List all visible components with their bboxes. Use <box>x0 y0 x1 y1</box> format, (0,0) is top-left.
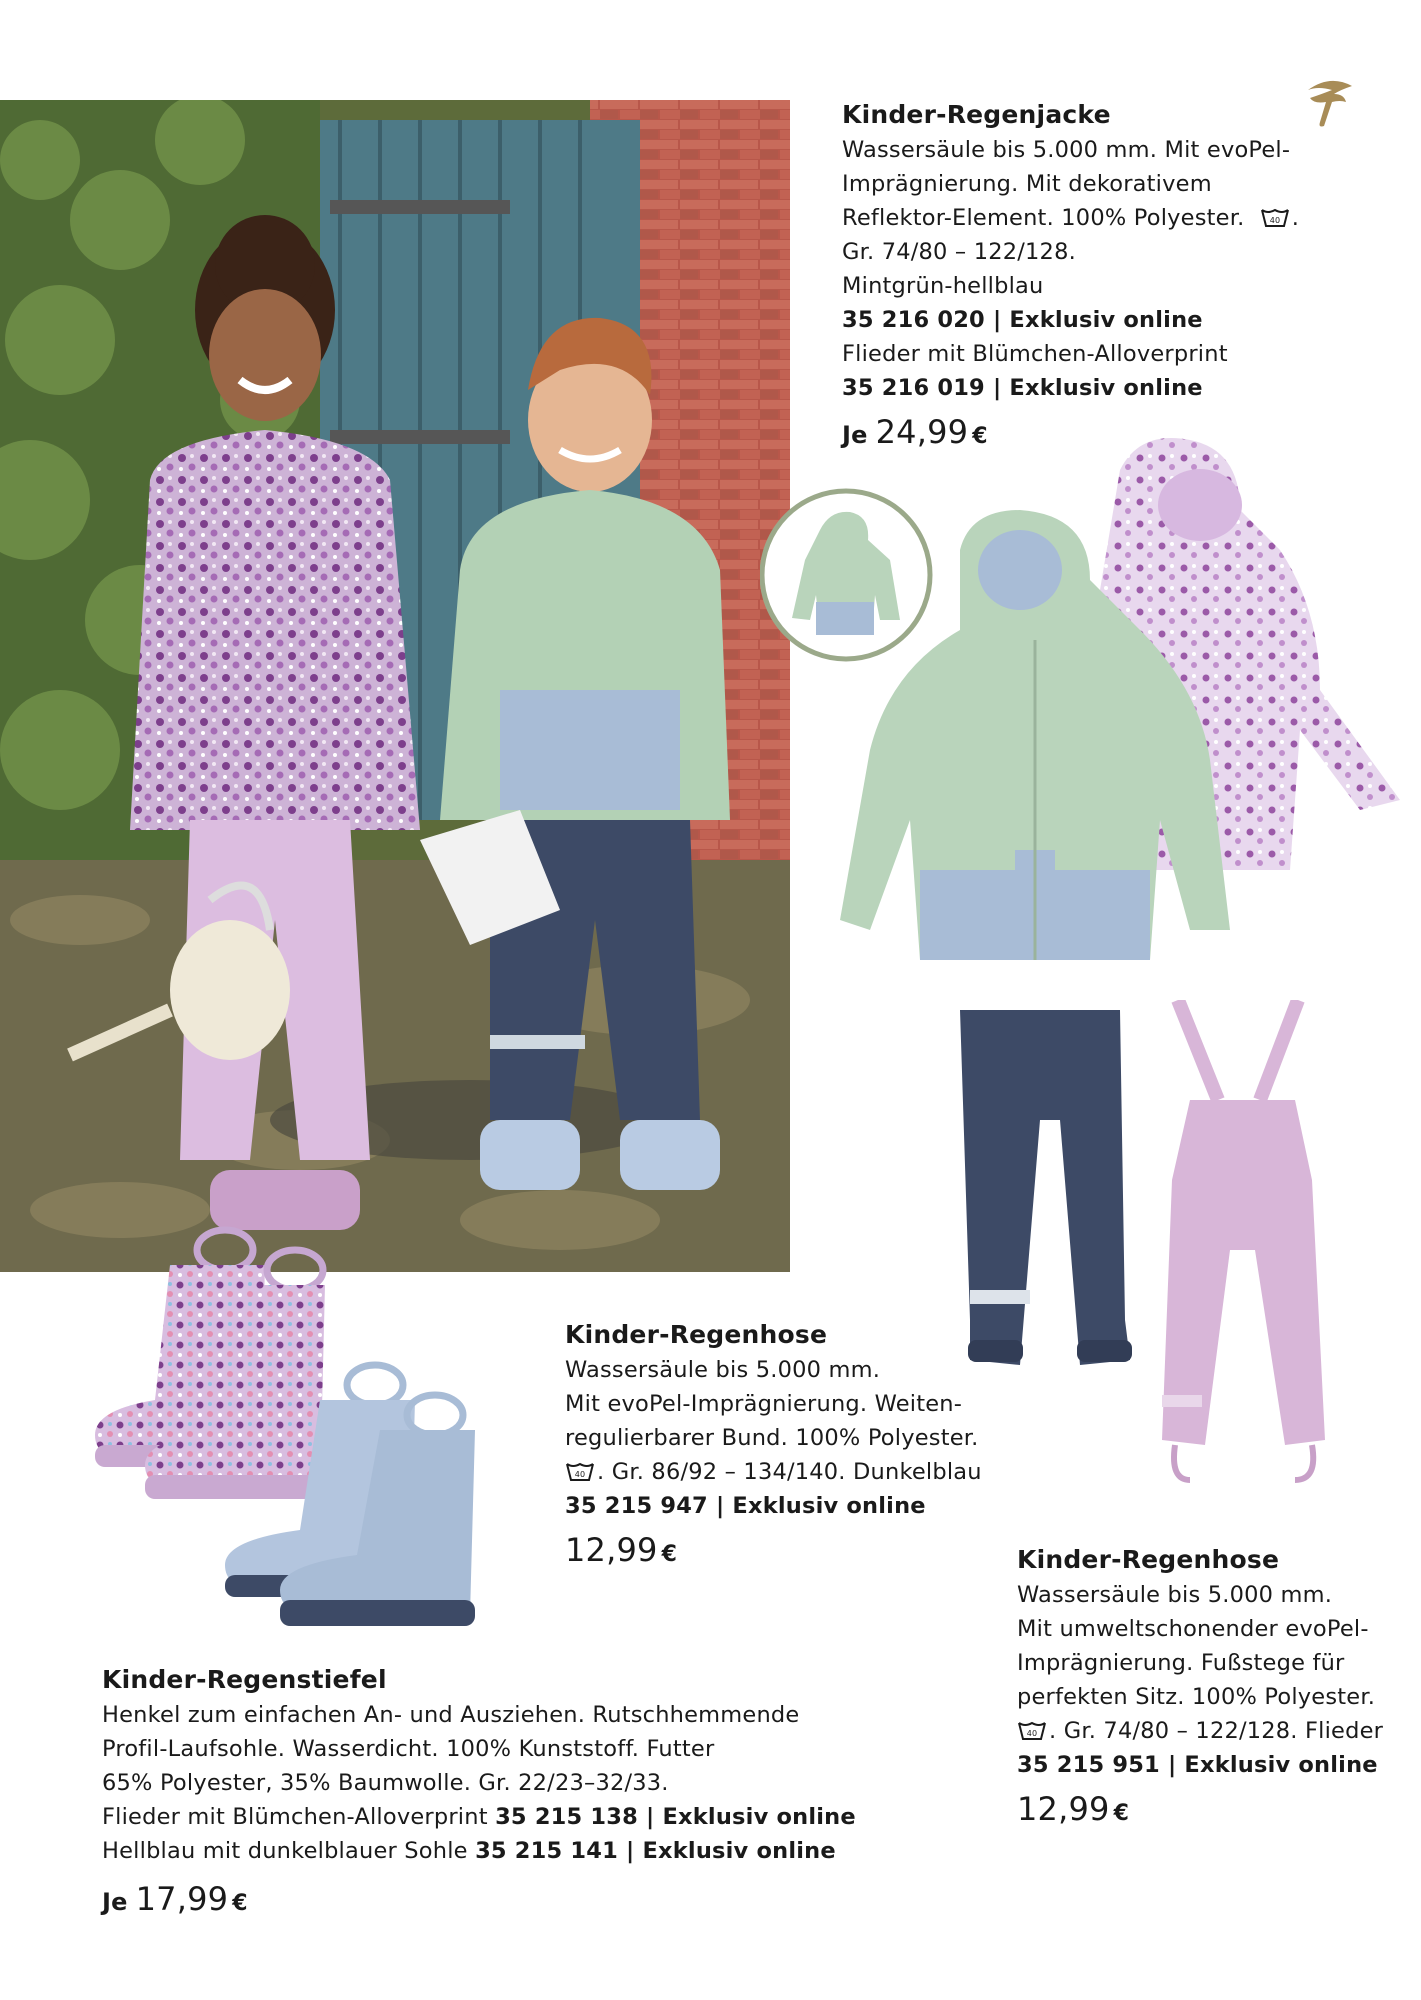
pants-lilac-code: 35 215 951 <box>1017 1752 1160 1778</box>
jacket-sizes: Gr. 74/80 – 122/128. <box>842 239 1076 265</box>
pants-lilac-price-row <box>1017 1790 1412 1828</box>
jacket-variant2-note: Exklusiv online <box>1009 375 1203 401</box>
pants-lilac-desc-line-4: perfekten Sitz. 100% Polyester. <box>1017 1684 1376 1710</box>
jacket-info: Kinder-Regenjacke Wassersäule bis 5.000 mm. Mit evoPel- Imprägnierung. Mit dekorativem Reflektor-Element. 100% Polyester. 40 . Gr. 74/80 – 122/128. Mintgrün-hellblau 35 216 020 | Exklusiv online Flieder mit Blümchen-Alloverprint 35 216 019 | Exklusiv online Je 24,99 € <box>842 100 1322 451</box>
pants-blue-title: Kinder-Regenhose <box>565 1320 828 1349</box>
pants-lilac-info: Kinder-Regenhose Wassersäule bis 5.000 mm. Mit umweltschonender evoPel- Imprägnierung. Fußstege für perfekten Sitz. 100% Polyester. 40 . Gr. 74/80 – 122/128. Flieder 35 215 951 | Exklusiv online 12,99 € <box>1017 1545 1412 1828</box>
jacket-title: Kinder-Regenjacke <box>842 100 1111 129</box>
jacket-price-prefix: Je <box>842 421 868 449</box>
wash-40-icon <box>1017 1720 1047 1742</box>
svg-text:40: 40 <box>1026 1729 1038 1738</box>
pants-blue-info: Kinder-Regenhose Wassersäule bis 5.000 mm. Mit evoPel-Imprägnierung. Weiten- regulierbarer Bund. 100% Polyester. 40 . Gr. 86/92 – 134/140. Dunkelblau 35 215 947 | Exklusiv online 12,99 € <box>565 1320 1005 1569</box>
pants-blue-desc-line-1: Wassersäule bis 5.000 mm. <box>565 1357 881 1383</box>
jacket-desc-line-3: Reflektor-Element. 100% Polyester. <box>842 205 1245 231</box>
jacket-variant1-color: Mintgrün-hellblau <box>842 273 1044 299</box>
pants-blue-code: 35 215 947 <box>565 1493 708 1519</box>
pants-blue-sizes: . Gr. 86/92 – 134/140. Dunkelblau <box>597 1459 982 1485</box>
pants-lilac-desc-line-3: Imprägnierung. Fußstege für <box>1017 1650 1345 1676</box>
wash-40-icon <box>1260 207 1290 229</box>
pants-lilac-currency: € <box>1113 1801 1130 1826</box>
boots-variant1-note: Exklusiv online <box>662 1804 856 1830</box>
boots-desc-line-3: 65% Polyester, 35% Baumwolle. Gr. 22/23–32/33. <box>102 1770 669 1796</box>
boots-title: Kinder-Regenstiefel <box>102 1665 387 1694</box>
svg-text:40: 40 <box>1269 216 1281 225</box>
jacket-variant2-code: 35 216 019 <box>842 375 985 401</box>
boots-price: 17,99 <box>135 1880 229 1918</box>
pants-lilac-sizes: . Gr. 74/80 – 122/128. Flieder <box>1049 1718 1384 1744</box>
boots-product-image <box>95 1220 490 1650</box>
boots-variant1-code: 35 215 138 <box>495 1804 638 1830</box>
pants-blue-price-row <box>565 1531 1005 1569</box>
svg-text:40: 40 <box>574 1470 586 1479</box>
pants-blue-desc-line-2: Mit evoPel-Imprägnierung. Weiten- <box>565 1391 963 1417</box>
pants-lilac-desc-line-1: Wassersäule bis 5.000 mm. <box>1017 1582 1333 1608</box>
boots-desc-line-2: Profil-Laufsohle. Wasserdicht. 100% Kunststoff. Futter <box>102 1736 715 1762</box>
pants-blue-note: Exklusiv online <box>732 1493 926 1519</box>
pants-blue-desc-line-3: regulierbarer Bund. 100% Polyester. <box>565 1425 979 1451</box>
jacket-product-images <box>760 430 1410 970</box>
jacket-price: 24,99 <box>875 413 969 451</box>
boots-variant2-color: Hellblau mit dunkelblauer Sohle <box>102 1838 468 1864</box>
pants-lilac-price: 12,99 <box>1017 1790 1110 1828</box>
pants-lilac-title: Kinder-Regenhose <box>1017 1545 1280 1574</box>
boots-price-prefix: Je <box>102 1888 128 1916</box>
jacket-desc-line-1: Wassersäule bis 5.000 mm. Mit evoPel- <box>842 137 1291 163</box>
boots-variant2-code: 35 215 141 <box>475 1838 618 1864</box>
jacket-variant1-note: Exklusiv online <box>1009 307 1203 333</box>
jacket-currency: € <box>972 424 988 449</box>
boots-info: Kinder-Regenstiefel Henkel zum einfachen An- und Ausziehen. Rutschhemmende Profil-Laufsohle. Wasserdicht. 100% Kunststoff. Futter 65% Polyester, 35% Baumwolle. Gr. 22/23–32/33. Flieder mit Blümchen-Alloverprint 35 215 138 | Exklusiv online Hellblau mit dunkelblauer Sohle 35 215 141 | Exklusiv online Je 17,99 € <box>102 1665 902 1918</box>
lifestyle-photo <box>0 100 790 1272</box>
boots-currency: € <box>232 1891 248 1916</box>
boots-variant2-note: Exklusiv online <box>642 1838 836 1864</box>
pants-blue-price: 12,99 <box>565 1531 658 1569</box>
pants-lilac-note: Exklusiv online <box>1184 1752 1378 1778</box>
jacket-desc-line-end: . <box>1291 205 1300 231</box>
boots-desc-line-1: Henkel zum einfachen An- und Ausziehen. Rutschhemmende <box>102 1702 800 1728</box>
boots-variant1-color: Flieder mit Blümchen-Alloverprint <box>102 1804 488 1830</box>
jacket-variant2-color: Flieder mit Blümchen-Alloverprint <box>842 341 1228 367</box>
wash-40-icon <box>565 1461 595 1483</box>
jacket-desc-line-2: Imprägnierung. Mit dekorativem <box>842 171 1212 197</box>
boots-price-row <box>102 1880 902 1918</box>
pants-lilac-desc-line-2: Mit umweltschonender evoPel- <box>1017 1616 1369 1642</box>
jacket-variant1-code: 35 216 020 <box>842 307 985 333</box>
pants-blue-currency: € <box>661 1542 678 1567</box>
